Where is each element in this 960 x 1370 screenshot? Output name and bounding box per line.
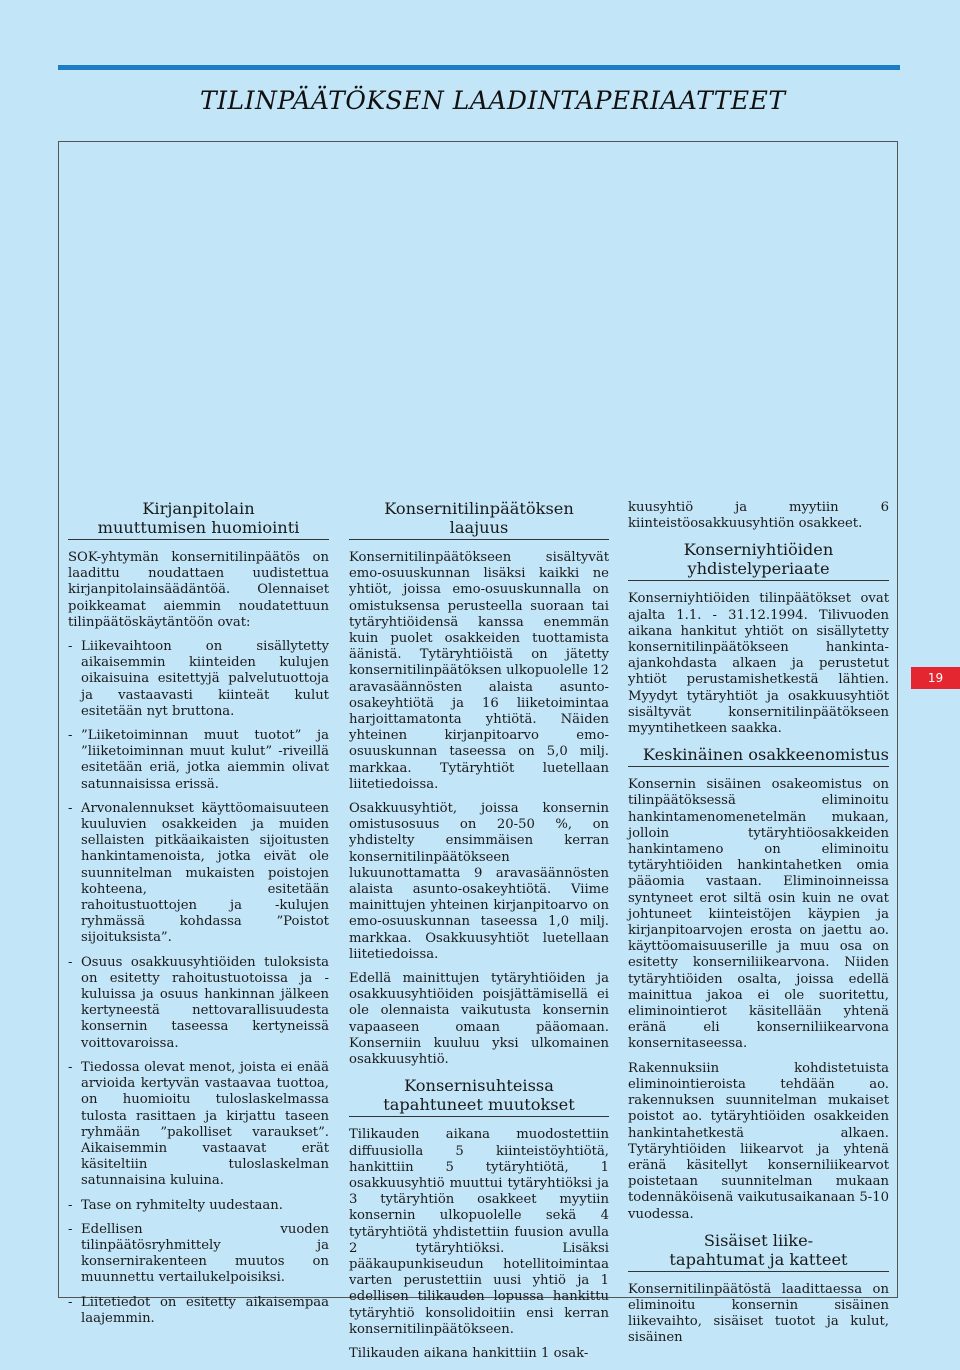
heading-line: Sisäiset liike-	[703, 1230, 814, 1250]
section-heading-consolidation	[628, 540, 889, 581]
heading-line: Kirjanpitolain	[142, 499, 255, 518]
paragraph: Tilikauden aikana hankittiin 1 osak-	[349, 1345, 589, 1361]
column-2	[349, 499, 609, 1370]
paragraph: SOK-yhtymän konsernitilinpäätös on laadittu noudattaen uudistettua kirjanpitolainsäädäntöä. Olennaiset poikkeamat aiemmin noudatettuun tilinpäätöskäytäntöön ovat:	[68, 550, 329, 630]
list-item: - Tase on ryhmitelty uudestaan.	[68, 1198, 329, 1214]
column-1	[68, 499, 329, 1335]
list-item: - Tiedossa olevat menot, joista ei enää arvioida kertyvän vastaavaa tuottoa, on huomioitu tuloslaskelmassa tulosta rasittaen ja kirjattu taseen ryhmään ”pakolliset varaukset”. Aikaisemmin vastaavat erät käsiteltiin tuloslaskelman satunnaisina kuluina.	[68, 1060, 329, 1190]
list-item: - Liikevaihtoon on sisällytetty aikaisemmin kiinteiden kulujen oikaisuina esitettyjä palvelutuottoja ja vastaavasti kiinteät kulut esitetään nyt bruttona.	[68, 639, 329, 720]
page-number-tab: 19	[911, 667, 960, 689]
heading-line: Konsernisuhteissa	[404, 1076, 554, 1096]
page-title: TILINPÄÄTÖKSEN LAADINTAPERIAATTEET	[200, 86, 786, 115]
changes-list	[68, 639, 329, 1327]
section-heading-cross-ownership	[628, 745, 889, 767]
heading-line: tapahtuneet muutokset	[383, 1095, 575, 1115]
paragraph: Konsernitilinpäätöstä laadittaessa on eliminoitu konsernin sisäinen liikevaihto, sisäiset tuotot ja kulut, sisäinen	[628, 1281, 889, 1346]
list-item: - Arvonalennukset käyttöomaisuuteen kuuluvien osakkeiden ja muiden sellaisten pitkäaikaisten sijoitusten hankintamenoista, jotka eivät ole suunnitelman mukaisten poistojen kohteena, esitetään rahoitustuottojen ja -kulujen ryhmässä kohdassa ”Poistot sijoituksista”.	[68, 801, 329, 947]
paragraph: Konsernitilinpäätökseen sisältyvät emo-osuuskunnan lisäksi kaikki ne yhtiöt, joissa emo-osuuskunnalla on omistuksensa perusteella suoraan tai tytäryhtiöidensä kanssa enemmän kuin puolet osakkeiden tuottamista äänistä. Tytäryhtiöistä on jätetty konsernitilinpäätöksen ulkopuolelle 12 aravasäännösten alaista asunto-osakeyhtiötä ja 16 liiketoimintaa harjoittamatonta yhtiötä. Näiden yhteinen kirjanpitoarvo emo-osuuskunnan taseessa on 5,0 milj. markkaa. Tytäryhtiöt luetellaan liitetiedoissa.	[349, 550, 609, 792]
list-item: - Edellisen vuoden tilinpäätösryhmittely ja konsernirakenteen muutos on muunnettu vertailukelpoisiksi.	[68, 1222, 329, 1287]
top-rule	[58, 65, 900, 70]
heading-line: yhdistelyperiaate	[687, 559, 830, 579]
paragraph: Rakennuksiin kohdistetuista eliminointieroista tehdään ao. rakennuksen suunnitelman mukaiset poistot ao. tytäryhtiöiden osakkeiden hankintahetkestä alkaen. Tytäryhtiöiden liikearvot ja yhtenä eränä käsitellyt konserniliikearvot poistetaan suunnitelman mukaan todennäköisenä vaikutusaikanaan 5-10 vuodessa.	[628, 1060, 889, 1222]
heading-line: Keskinäinen osakkeenomistus	[642, 745, 889, 765]
paragraph: kuusyhtiö ja myytiin 6 kiinteistöosakkuusyhtiön osakkeet.	[628, 500, 889, 532]
paragraph: Konserniyhtiöiden tilinpäätökset ovat ajalta 1.1. - 31.12.1994. Tilivuoden aikana hankitut yhtiöt on sisällytetty konsernitilinpäätökseen hankinta-ajankohdasta alkaen ja perustetut yhtiöt perustamishetkestä lähtien. Myydyt tytäryhtiöt ja osakkuusyhtiöt sisältyvät konsernitilinpäätökseen myyntihetkeen saakka.	[628, 591, 889, 737]
heading-line: muuttumisen huomiointi	[97, 518, 300, 537]
paragraph: Konsernin sisäinen osakeomistus on tilinpäätöksessä eliminoitu hankintamenomenetelmän mukaan, jolloin tytäryhtiöosakkeiden hankintameno on eliminoitu tytäryhtiöiden hankintahetken omia pääomia vastaan. Eliminoinneissa syntyneet erot siltä osin kuin ne ovat johtuneet kiinteistöjen käypien ja kirjanpitoarvojen erosta on jaettu ao. käyttöomaisuuserille ja muu osa on esitetty konserniliikearvona. Niiden tytäryhtiöiden osalta, joissa edellä mainittua jakoa ei ole suoritettu, eliminointierot käsitellään yhtenä eränä eli konserniliikearvona konsernitaseessa.	[628, 777, 889, 1052]
list-item: - Osuus osakkuusyhtiöiden tuloksista on esitetty rahoitustuotoissa ja -kuluissa ja osuus hankinnan jälkeen kertyneestä nettovarallisuudesta konsernin taseessa kertyneissä voittovaroissa.	[68, 955, 329, 1052]
section-heading-scope	[349, 499, 609, 540]
heading-line: tapahtumat ja katteet	[669, 1249, 848, 1269]
section-heading-group-changes	[349, 1076, 609, 1117]
list-item: - ”Liiketoiminnan muut tuotot” ja ”liiketoiminnan muut kulut” -riveillä esitetään eriä, jotka aiemmin olivat satunnaisissa erissä.	[68, 728, 329, 793]
heading-line: laajuus	[449, 518, 509, 537]
list-item: - Liitetiedot on esitetty aikaisempaa laajemmin.	[68, 1295, 329, 1327]
heading-line: Konsernitilinpäätöksen	[384, 499, 574, 518]
column-3	[628, 500, 889, 1355]
paragraph: Tilikauden aikana muodostettiin diffuusiolla 5 kiinteistöyhtiötä, hankittiin 5 tytäryhtiötä, 1 osakkuusyhtiö muuttui tytäryhtiöksi ja 3 tytäryhtiön osakkeet myytiin konsernin ulkopuolelle sekä 4 tytäryhtiötä yhdistettiin fuusion avulla 2 tytäryhtiöksi. Lisäksi pääkaupunkiseudun hotellitoimintaa varten perustettiin uusi yhtiö ja 1 edellisen tilikauden lopussa hankittu tytäryhtiö konsolidoitiin ensi kerran konsernitilinpäätökseen.	[349, 1127, 609, 1337]
paragraph: Osakkuusyhtiöt, joissa konsernin omistusosuus on 20-50 %, on yhdistelty ensimmäisen kerran konsernitilinpäätökseen lukuunottamatta 9 aravasäännösten alaista asunto-osakeyhtiötä. Viime mainittujen yhteinen kirjanpitoarvo on emo-osuuskunnan taseessa 1,0 milj. markkaa. Osakkuusyhtiöt luetellaan liitetiedoissa.	[349, 801, 609, 962]
heading-line: Konserniyhtiöiden	[683, 540, 834, 560]
paragraph: Edellä mainittujen tytäryhtiöiden ja osakkuusyhtiöiden poisjättämisellä ei ole olennaista vaikutusta konsernin vapaaseen omaan pääomaan. Konserniin kuuluu yksi ulkomainen osakkuusyhtiö.	[349, 971, 609, 1068]
section-heading-internal-transactions	[628, 1231, 889, 1272]
section-heading-accounting-law	[68, 499, 329, 540]
